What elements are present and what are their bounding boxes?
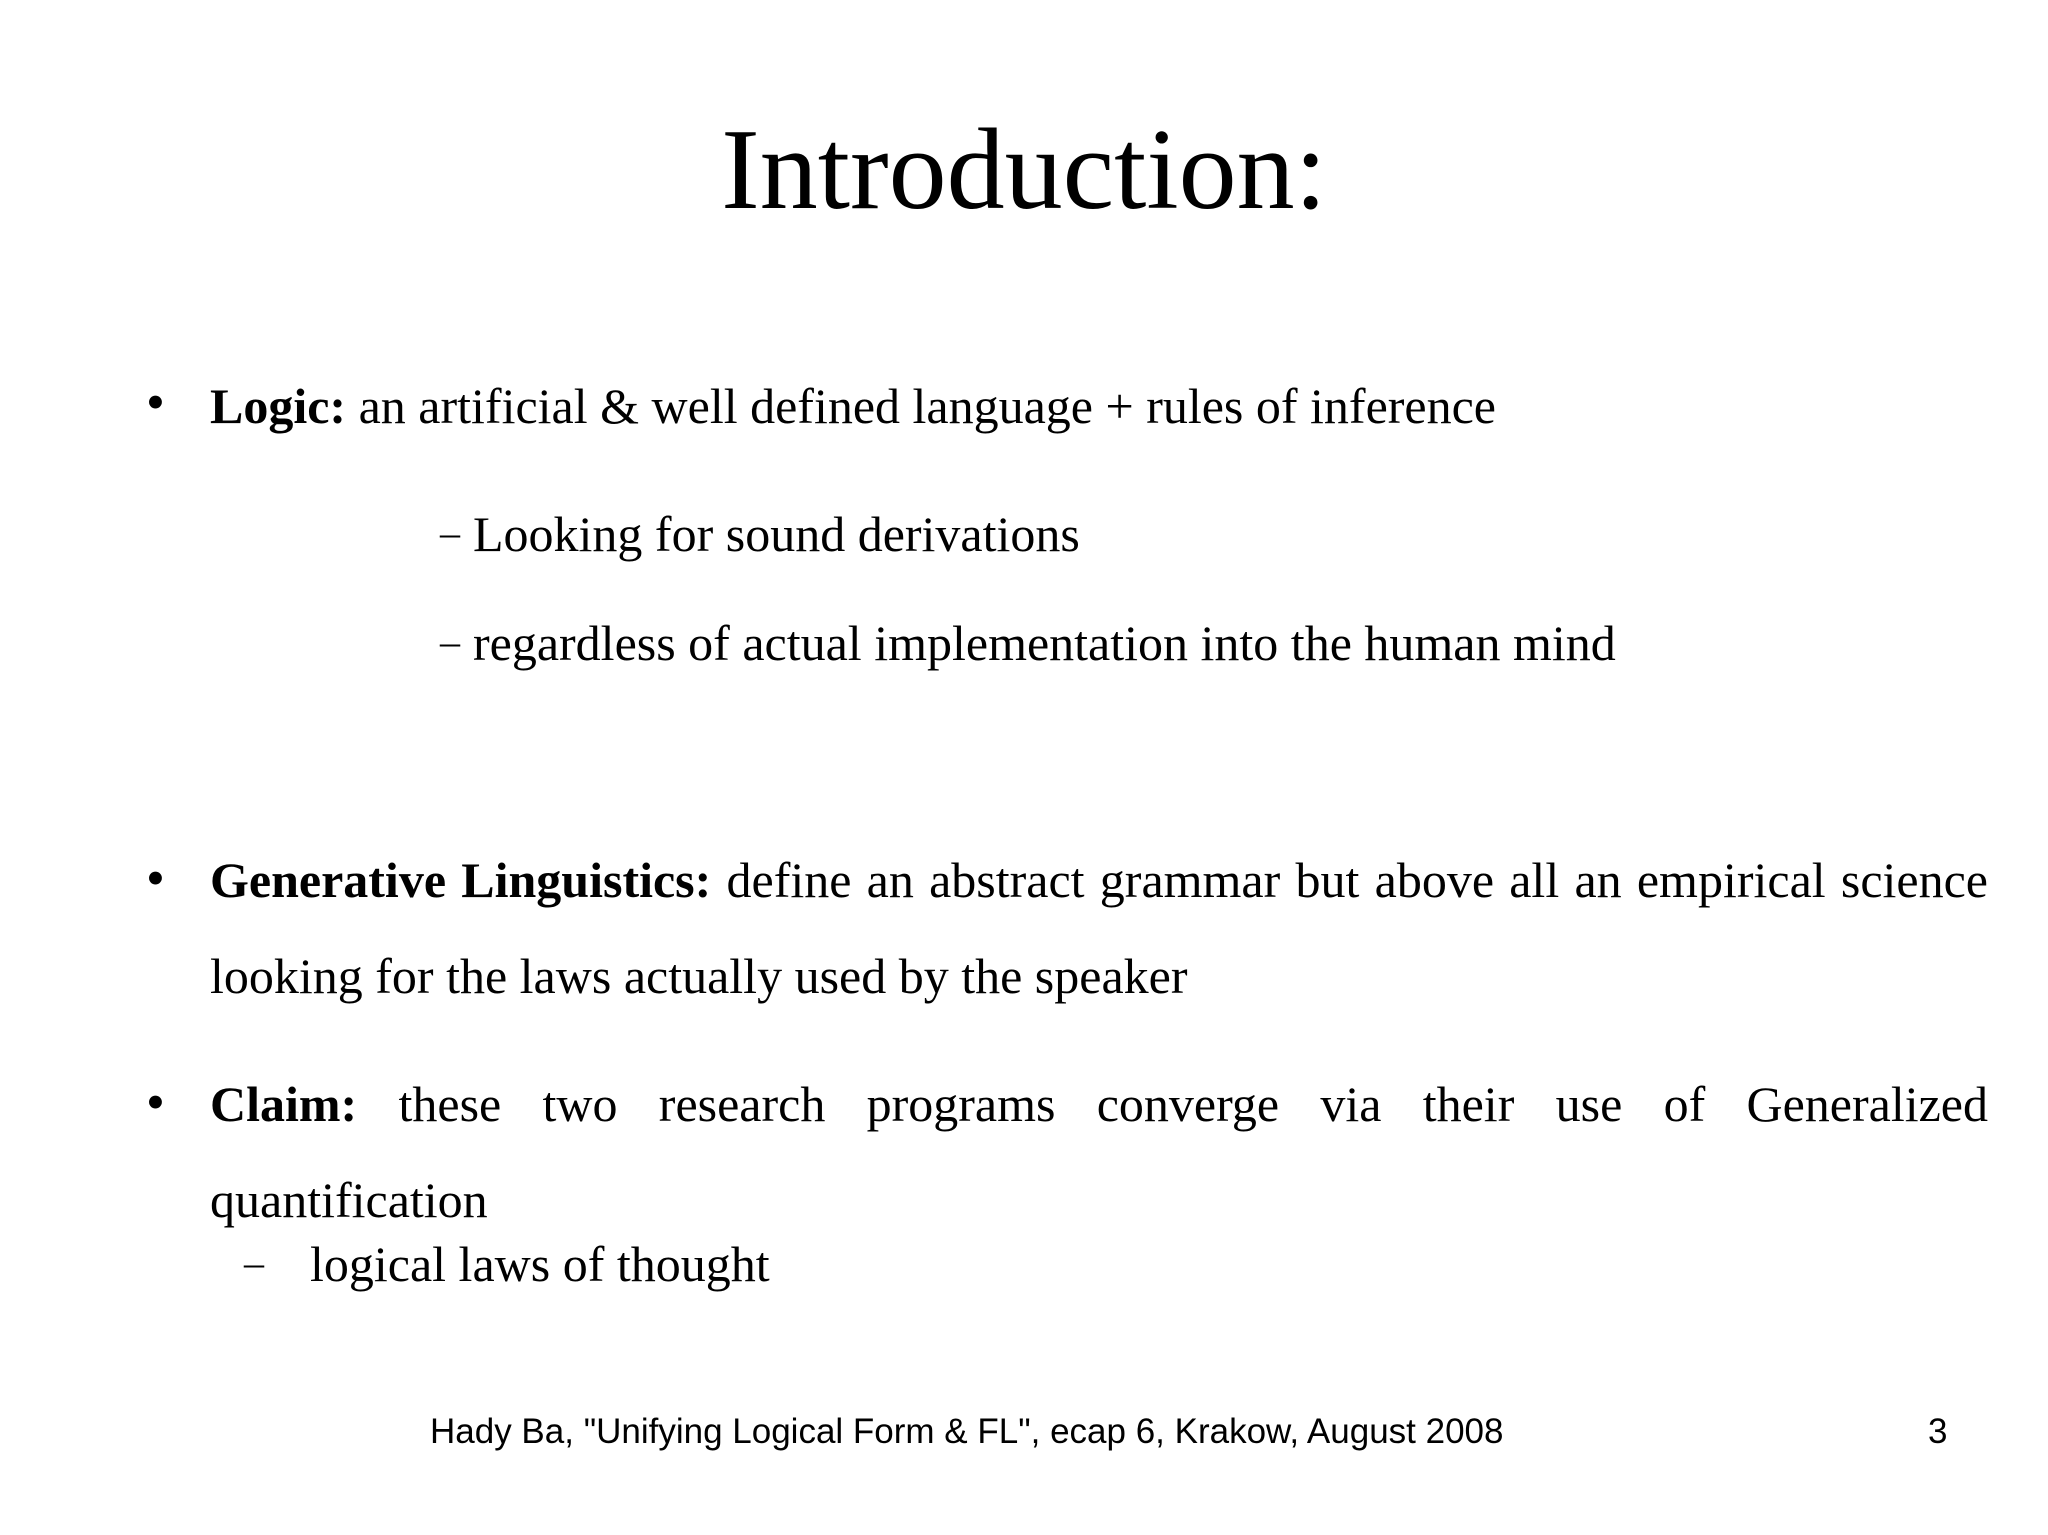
dash-icon: –: [440, 510, 460, 555]
bullet-icon: •: [146, 848, 165, 908]
page-number: 3: [1928, 1412, 1948, 1451]
bullet-claim: [210, 1056, 1988, 1248]
bullet-icon: •: [146, 1072, 165, 1132]
bullet-term: Claim:: [210, 1076, 358, 1132]
bullet-text: define an abstract grammar but above all an empirical science looking for the laws actually used by the speaker: [210, 852, 1989, 1004]
bullet-term: Generative Linguistics:: [210, 852, 712, 908]
dash-icon: –: [244, 1240, 264, 1285]
bullet-icon: •: [146, 372, 165, 432]
bullet-text: an artificial & well defined language + rules of inference: [358, 378, 1496, 434]
subitem-implementation: regardless of actual implementation into the human mind: [473, 615, 1616, 671]
dash-icon: –: [440, 619, 460, 664]
slide-title: Introduction:: [721, 106, 1327, 234]
footer-citation: Hady Ba, "Unifying Logical Form & FL", ecap 6, Krakow, August 2008: [430, 1412, 1504, 1451]
bullet-text: these two research programs converge via their use of Generalized quantification: [210, 1076, 1989, 1228]
bullet-term: Logic:: [210, 378, 347, 434]
bullet-generative-linguistics: [210, 832, 1988, 1024]
bullet-logic: [210, 358, 1988, 454]
subitem-sound-derivations: Looking for sound derivations: [473, 506, 1080, 562]
subitem-laws-of-thought: logical laws of thought: [310, 1236, 770, 1292]
